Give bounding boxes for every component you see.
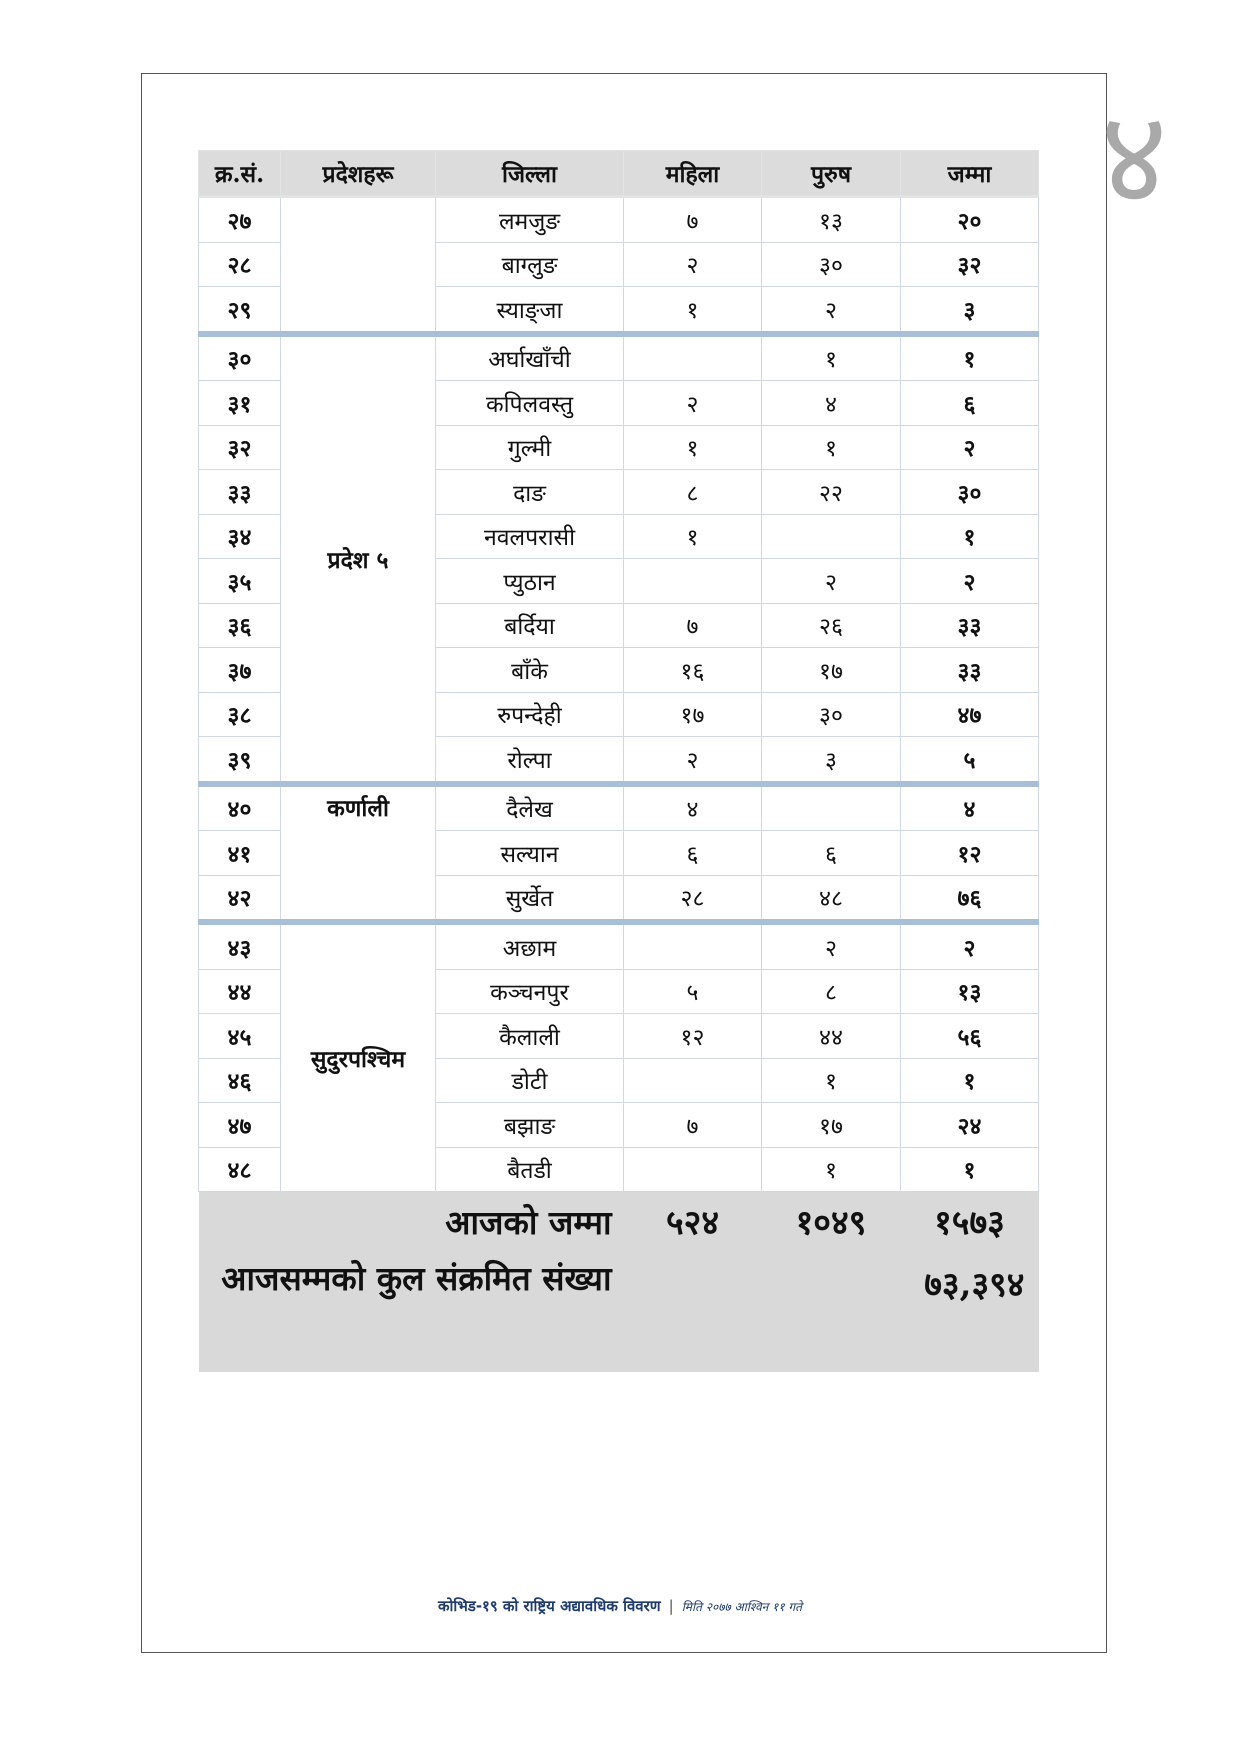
today-total-total: १५७३ bbox=[901, 1192, 1039, 1251]
total-count: ३ bbox=[901, 287, 1039, 334]
male-count: १ bbox=[762, 334, 901, 381]
footer-title: कोभिड-१९ को राष्ट्रिय अद्यावधिक विवरण bbox=[437, 1597, 661, 1615]
total-count: ४ bbox=[901, 784, 1039, 831]
serial-number: ४७ bbox=[199, 1103, 281, 1148]
female-count: १६ bbox=[624, 648, 762, 693]
serial-number: ३६ bbox=[199, 603, 281, 648]
serial-number: ३२ bbox=[199, 425, 281, 470]
province-name: सुदुरपश्चिम bbox=[281, 922, 436, 1192]
male-count: १७ bbox=[762, 648, 901, 693]
cumulative-row bbox=[199, 1250, 1039, 1372]
serial-number: ३७ bbox=[199, 648, 281, 693]
footer-date: मिति २०७७ आश्विन ११ गते bbox=[681, 1600, 803, 1614]
serial-number: २७ bbox=[199, 197, 281, 243]
district-name: बाग्लुङ bbox=[436, 242, 624, 287]
today-total-label: आजको जम्मा bbox=[199, 1192, 624, 1251]
district-name: लमजुङ bbox=[436, 197, 624, 243]
header-district: जिल्ला bbox=[436, 151, 624, 197]
serial-number: २९ bbox=[199, 287, 281, 334]
total-count: ३३ bbox=[901, 603, 1039, 648]
female-count: २ bbox=[624, 737, 762, 784]
total-count: २ bbox=[901, 559, 1039, 604]
district-name: अछाम bbox=[436, 922, 624, 969]
total-count: १३ bbox=[901, 969, 1039, 1014]
serial-number: ३९ bbox=[199, 737, 281, 784]
serial-number: ४१ bbox=[199, 831, 281, 876]
serial-number: ४६ bbox=[199, 1058, 281, 1103]
district-name: कैलाली bbox=[436, 1014, 624, 1059]
serial-number: २८ bbox=[199, 242, 281, 287]
total-count: ४७ bbox=[901, 692, 1039, 737]
female-count: २ bbox=[624, 242, 762, 287]
serial-number: ३१ bbox=[199, 381, 281, 426]
cumulative-label: आजसम्मको कुल संक्रमित संख्या bbox=[199, 1250, 624, 1372]
district-name: कपिलवस्तु bbox=[436, 381, 624, 426]
total-count: ३३ bbox=[901, 648, 1039, 693]
female-count bbox=[624, 922, 762, 969]
table-row bbox=[199, 922, 1039, 969]
province-name: प्रदेश ५ bbox=[281, 334, 436, 784]
today-total-female: ५२४ bbox=[624, 1192, 762, 1251]
male-count: १७ bbox=[762, 1103, 901, 1148]
total-count: १ bbox=[901, 1147, 1039, 1192]
total-count: ५६ bbox=[901, 1014, 1039, 1059]
female-count: २ bbox=[624, 381, 762, 426]
total-count: २४ bbox=[901, 1103, 1039, 1148]
male-count: २२ bbox=[762, 470, 901, 515]
district-name: रुपन्देही bbox=[436, 692, 624, 737]
district-name: अर्घाखाँची bbox=[436, 334, 624, 381]
male-count: ४ bbox=[762, 381, 901, 426]
district-name: बर्दिया bbox=[436, 603, 624, 648]
total-count: १ bbox=[901, 1058, 1039, 1103]
female-count: १७ bbox=[624, 692, 762, 737]
total-count: ७६ bbox=[901, 875, 1039, 922]
district-name: कञ्चनपुर bbox=[436, 969, 624, 1014]
province-name bbox=[281, 197, 436, 334]
header-male: पुरुष bbox=[762, 151, 901, 197]
district-name: स्याङ्जा bbox=[436, 287, 624, 334]
male-count: ३० bbox=[762, 242, 901, 287]
female-count: ७ bbox=[624, 1103, 762, 1148]
male-count: २ bbox=[762, 287, 901, 334]
serial-number: ४० bbox=[199, 784, 281, 831]
header-female: महिला bbox=[624, 151, 762, 197]
total-count: ३० bbox=[901, 470, 1039, 515]
male-count: ३ bbox=[762, 737, 901, 784]
female-count: १ bbox=[624, 425, 762, 470]
female-count: ४ bbox=[624, 784, 762, 831]
male-count: ८ bbox=[762, 969, 901, 1014]
page-number: ४ bbox=[1100, 81, 1168, 233]
female-count: २८ bbox=[624, 875, 762, 922]
female-count bbox=[624, 1147, 762, 1192]
district-name: सुर्खेत bbox=[436, 875, 624, 922]
male-count bbox=[762, 514, 901, 559]
table-row bbox=[199, 197, 1039, 243]
female-count: १ bbox=[624, 287, 762, 334]
header-sn: क्र.सं. bbox=[199, 151, 281, 197]
total-count: ५ bbox=[901, 737, 1039, 784]
table-row bbox=[199, 334, 1039, 381]
serial-number: ३८ bbox=[199, 692, 281, 737]
female-count bbox=[624, 1058, 762, 1103]
male-count: १ bbox=[762, 425, 901, 470]
male-count: १३ bbox=[762, 197, 901, 243]
male-count: ४४ bbox=[762, 1014, 901, 1059]
district-name: बझाङ bbox=[436, 1103, 624, 1148]
female-count bbox=[624, 334, 762, 381]
table-body bbox=[199, 197, 1039, 1192]
district-name: प्युठान bbox=[436, 559, 624, 604]
male-count: १ bbox=[762, 1147, 901, 1192]
serial-number: ४८ bbox=[199, 1147, 281, 1192]
header-province: प्रदेशहरू bbox=[281, 151, 436, 197]
serial-number: ३३ bbox=[199, 470, 281, 515]
male-count bbox=[762, 784, 901, 831]
district-name: बैतडी bbox=[436, 1147, 624, 1192]
serial-number: ४५ bbox=[199, 1014, 281, 1059]
female-count: १ bbox=[624, 514, 762, 559]
female-count: ७ bbox=[624, 197, 762, 243]
male-count: ६ bbox=[762, 831, 901, 876]
today-total-male: १०४९ bbox=[762, 1192, 901, 1251]
female-count: १२ bbox=[624, 1014, 762, 1059]
serial-number: ३४ bbox=[199, 514, 281, 559]
header-total: जम्मा bbox=[901, 151, 1039, 197]
female-count bbox=[624, 559, 762, 604]
female-count: ८ bbox=[624, 470, 762, 515]
covid-district-table bbox=[198, 150, 1039, 1372]
summary-body bbox=[199, 1192, 1039, 1373]
table-header-row bbox=[199, 151, 1039, 197]
female-count: ५ bbox=[624, 969, 762, 1014]
serial-number: ४३ bbox=[199, 922, 281, 969]
total-count: ६ bbox=[901, 381, 1039, 426]
district-name: बाँके bbox=[436, 648, 624, 693]
serial-number: ४२ bbox=[199, 875, 281, 922]
table-row bbox=[199, 784, 1039, 831]
total-count: २ bbox=[901, 425, 1039, 470]
district-name: सल्यान bbox=[436, 831, 624, 876]
today-total-row bbox=[199, 1192, 1039, 1251]
male-count: २ bbox=[762, 559, 901, 604]
male-count: २ bbox=[762, 922, 901, 969]
cumulative-value: ७३,३९४ bbox=[624, 1250, 1039, 1372]
female-count: ७ bbox=[624, 603, 762, 648]
district-name: गुल्मी bbox=[436, 425, 624, 470]
female-count: ६ bbox=[624, 831, 762, 876]
footer-separator: | bbox=[668, 1597, 674, 1615]
total-count: २ bbox=[901, 922, 1039, 969]
district-name: दाङ bbox=[436, 470, 624, 515]
footer bbox=[300, 1596, 940, 1616]
serial-number: ४४ bbox=[199, 969, 281, 1014]
male-count: २६ bbox=[762, 603, 901, 648]
male-count: १ bbox=[762, 1058, 901, 1103]
district-name: रोल्पा bbox=[436, 737, 624, 784]
province-name: कर्णाली bbox=[281, 784, 436, 923]
total-count: १ bbox=[901, 514, 1039, 559]
male-count: ३० bbox=[762, 692, 901, 737]
district-name: दैलेख bbox=[436, 784, 624, 831]
serial-number: ३० bbox=[199, 334, 281, 381]
total-count: ३२ bbox=[901, 242, 1039, 287]
total-count: १ bbox=[901, 334, 1039, 381]
district-name: नवलपरासी bbox=[436, 514, 624, 559]
total-count: २० bbox=[901, 197, 1039, 243]
district-name: डोटी bbox=[436, 1058, 624, 1103]
total-count: १२ bbox=[901, 831, 1039, 876]
male-count: ४८ bbox=[762, 875, 901, 922]
serial-number: ३५ bbox=[199, 559, 281, 604]
